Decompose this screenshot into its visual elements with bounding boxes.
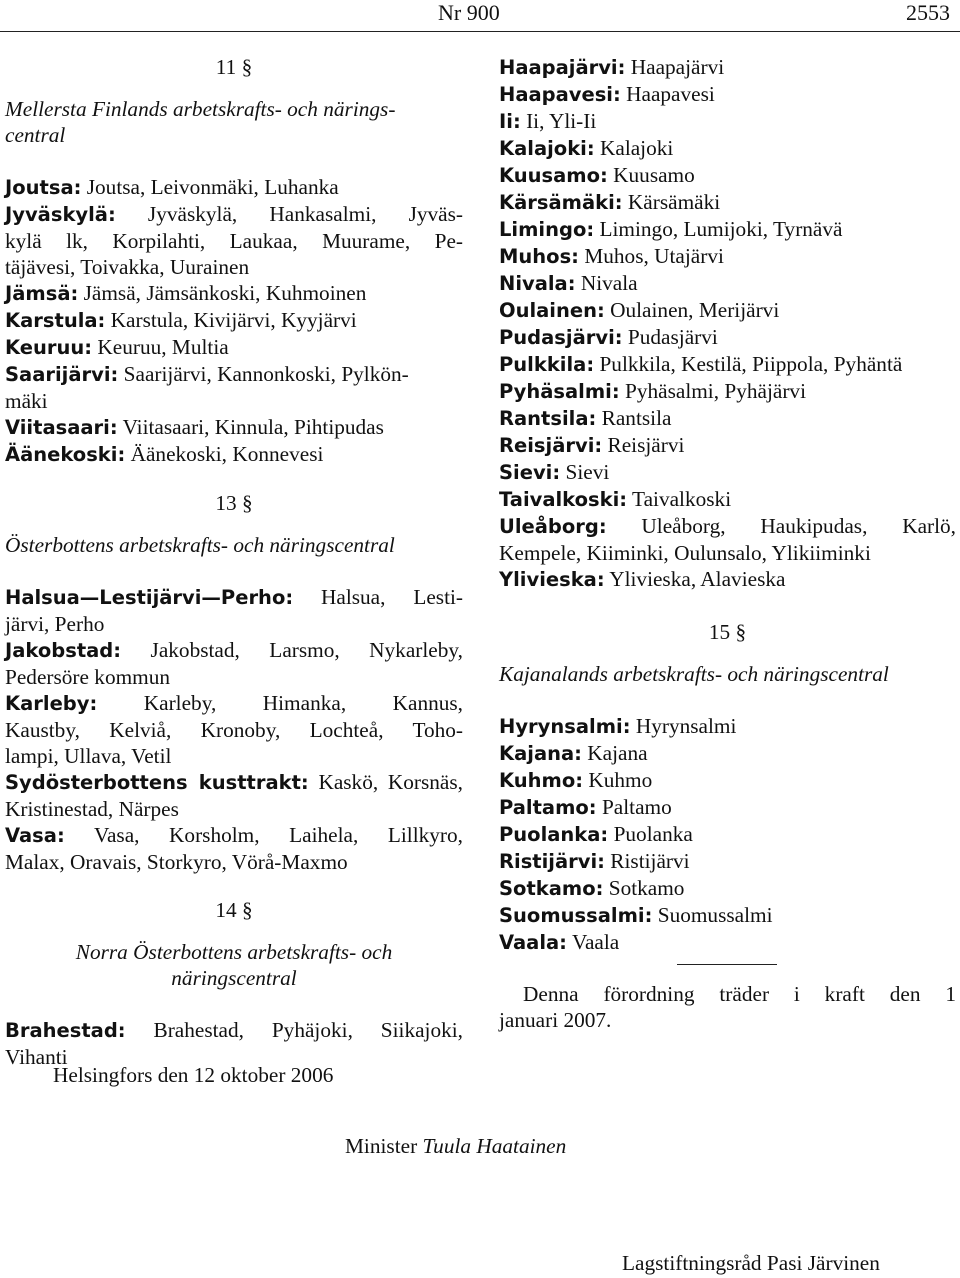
- section-15-list: [499, 713, 956, 956]
- list-item: Ii: Ii, Yli-Ii: [499, 109, 597, 133]
- effective-date-note: Denna förordning träder i kraft den 1 januari 2007.: [499, 982, 956, 1032]
- separator-rule: [677, 964, 777, 965]
- list-item: Brahestad: Brahestad, Pyhäjoki, Siikajoki,: [5, 1018, 464, 1042]
- counsel-signature: Lagstiftningsråd Pasi Järvinen: [622, 1251, 880, 1275]
- list-item: Pulkkila: Pulkkila, Kestilä, Piippola, Pyhäntä: [499, 352, 903, 376]
- list-item: Oulainen: Oulainen, Merijärvi: [499, 298, 780, 322]
- list-item: Rantsila: Rantsila: [499, 406, 672, 430]
- list-item: Puolanka: Puolanka: [499, 822, 693, 846]
- list-item: Kuusamo: Kuusamo: [499, 163, 695, 187]
- left-column: [5, 54, 463, 1070]
- list-item: Jyväskylä: Jyväskylä, Hankasalmi, Jyväs-: [5, 202, 463, 226]
- list-item: Taivalkoski: Taivalkoski: [499, 487, 732, 511]
- place-and-date: Helsingfors den 12 oktober 2006: [53, 1063, 334, 1087]
- section-14-number: 14 §: [215, 898, 253, 922]
- section-13-list: Halsua—Lestijärvi—Perho: Halsua, Lesti- järvi, Perho Jakobstad: Jakobstad, Larsmo, Nykarleby, Pedersöre kommun Karleby: Karleby, Himanka, Kannus, Kaustby, Kelviå, Kronoby, Lochteå, Toho- lampi, Ullava, Vetil Sydösterbottens kusttrakt: Kaskö, Korsnäs, Kristinestad, Närpes Vasa: Vasa, Korsholm, Laihela, Lillkyro, Malax, Oravais, Storkyro, Vörå-Maxmo: [5, 585, 464, 874]
- list-item: Keuruu: Keuruu, Multia: [5, 335, 229, 359]
- section-13-number: 13 §: [215, 491, 253, 515]
- section-11-list: Joutsa: Joutsa, Leivonmäki, Luhanka Jyväskylä: Jyväskylä, Hankasalmi, Jyväs- kylä lk, Korpilahti, Laukaa, Muurame, Pe- täjävesi, Toivakka, Uurainen Jämsä: Jämsä, Jämsänkoski, Kuhmoinen Karstula: Karstula, Kivijärvi, Kyyjärvi Keuruu: Keuruu, Multia Saarijärvi: Saarijärvi, Kannonkoski, Pylkön- mäki Viitasaari: Viitasaari, Kinnula, Pihtipudas Äänekoski: Äänekoski, Konnevesi: [5, 175, 463, 466]
- list-item: Ylivieska: Ylivieska, Alavieska: [499, 567, 786, 591]
- list-item: Limingo: Limingo, Lumijoki, Tyrnävä: [499, 217, 843, 241]
- header-rule: [0, 31, 960, 32]
- list-item: Pudasjärvi: Pudasjärvi: [499, 325, 718, 349]
- list-item: Kuhmo: Kuhmo: [499, 768, 653, 792]
- list-item: Reisjärvi: Reisjärvi: [499, 433, 685, 457]
- section-14-list: Brahestad: Brahestad, Pyhäjoki, Siikajoki, Vihanti: [5, 1018, 464, 1069]
- section-11-heading: Mellersta Finlands arbetskrafts- och närings- central: [5, 97, 396, 147]
- list-item: Kärsämäki: Kärsämäki: [499, 190, 721, 214]
- list-item: Äänekoski: Äänekoski, Konnevesi: [5, 442, 324, 466]
- list-item: Uleåborg: Uleåborg, Haukipudas, Karlö,: [499, 514, 957, 538]
- section-14-list-continued: Haapajärvi: Haapajärvi Haapavesi: Haapavesi Ii: Ii, Yli-Ii Kalajoki: Kalajoki Kuusamo: Kuusamo Kärsämäki: Kärsämäki Limingo: Limingo, Lumijoki, Tyrnävä Muhos: Muhos, Utajärvi Nivala: Nivala Oulainen: Oulainen, Merijärvi Pudasjärvi: Pudasjärvi Pulkkila: Pulkkila, Kestilä, Piippola, Pyhäntä Pyhäsalmi: Pyhäsalmi, Pyhäjärvi Rantsila: Rantsila Reisjärvi: Reisjärvi Sievi: Sievi Taivalkoski: Taivalkoski Uleåborg: Uleåborg, Haukipudas, Karlö, Kempele, Kiiminki, Oulunsalo, Ylikiiminki Ylivieska: Ylivieska, Alavieska: [499, 55, 957, 591]
- list-item: Halsua—Lestijärvi—Perho: Halsua, Lesti-: [5, 585, 463, 609]
- section-15-number: 15 §: [708, 620, 747, 644]
- list-item: Haapajärvi: Haapajärvi: [499, 55, 725, 79]
- list-item: Joutsa: Joutsa, Leivonmäki, Luhanka: [5, 175, 339, 199]
- list-item: Kajana: Kajana: [499, 741, 648, 765]
- page-number: 2553: [906, 0, 950, 25]
- list-item: Saarijärvi: Saarijärvi, Kannonkoski, Pylkön-: [5, 362, 409, 386]
- list-item: Vasa: Vasa, Korsholm, Laihela, Lillkyro,: [5, 823, 463, 847]
- list-item: Nivala: Nivala: [499, 271, 638, 295]
- list-item: Paltamo: Paltamo: [499, 795, 672, 819]
- page-header-number: Nr 900: [438, 0, 500, 25]
- list-item: Karleby: Karleby, Himanka, Kannus,: [5, 691, 464, 715]
- list-item: Jämsä: Jämsä, Jämsänkoski, Kuhmoinen: [5, 281, 367, 305]
- list-item: Sydösterbottens kusttrakt: Kaskö, Korsnäs,: [5, 770, 463, 794]
- section-13-heading: Österbottens arbetskrafts- och näringscentral: [5, 533, 395, 557]
- list-item: Karstula: Karstula, Kivijärvi, Kyyjärvi: [5, 308, 357, 332]
- list-item: Suomussalmi: Suomussalmi: [499, 903, 773, 927]
- list-item: Muhos: Muhos, Utajärvi: [499, 244, 724, 268]
- list-item: Ristijärvi: Ristijärvi: [499, 849, 690, 873]
- list-item: Viitasaari: Viitasaari, Kinnula, Pihtipudas: [5, 415, 384, 439]
- list-item: Kalajoki: Kalajoki: [499, 136, 674, 160]
- section-15-heading: Kajanalands arbetskrafts- och näringscentral: [499, 662, 889, 686]
- list-item: Sievi: Sievi: [499, 460, 610, 484]
- list-item: Hyrynsalmi: Hyrynsalmi: [499, 714, 737, 738]
- section-11-number: 11 §: [215, 55, 253, 79]
- right-column: [499, 54, 956, 1033]
- list-item: Sotkamo: Sotkamo: [499, 876, 685, 900]
- list-item: Vaala: Vaala: [499, 930, 620, 954]
- minister-signature: Minister Tuula Haatainen: [345, 1134, 567, 1158]
- section-14-heading: Norra Österbottens arbetskrafts- och näringscentral: [75, 940, 393, 990]
- list-item: Jakobstad: Jakobstad, Larsmo, Nykarleby,: [5, 638, 463, 662]
- list-item: Pyhäsalmi: Pyhäsalmi, Pyhäjärvi: [499, 379, 806, 403]
- list-item: Haapavesi: Haapavesi: [499, 82, 715, 106]
- minister-name: Tuula Haatainen: [422, 1134, 567, 1158]
